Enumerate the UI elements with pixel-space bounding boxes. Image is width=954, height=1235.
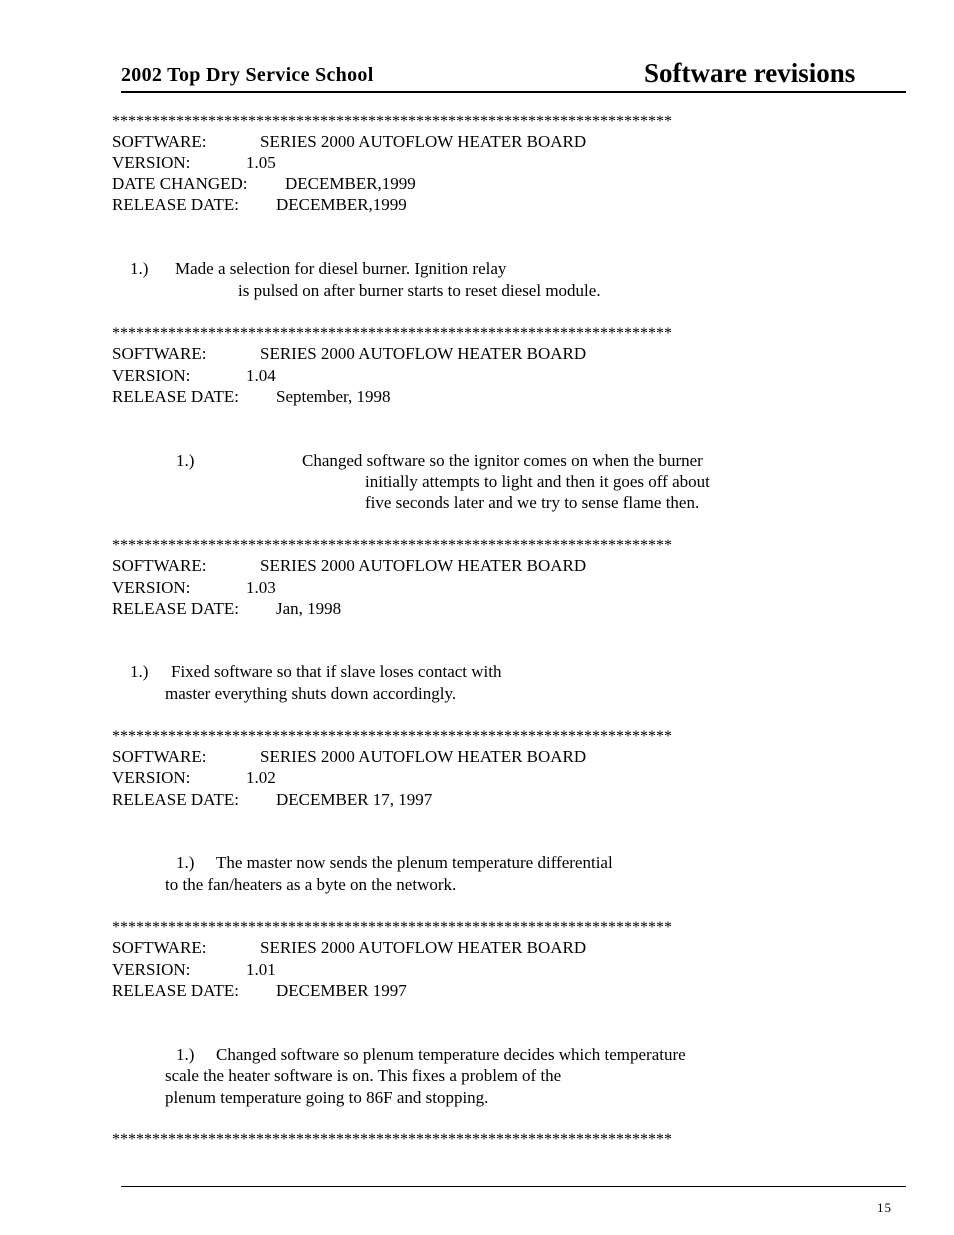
version-label: VERSION:	[112, 578, 191, 597]
item-text-line: plenum temperature going to 86F and stopping.	[165, 1088, 489, 1107]
item-text-line: The master now sends the plenum temperature differential	[216, 853, 613, 872]
release-date-label: RELEASE DATE:	[112, 599, 240, 618]
software-value: SERIES 2000 AUTOFLOW HEATER BOARD	[260, 747, 587, 766]
page-number: 15	[877, 1200, 892, 1215]
release-date-value: DECEMBER,1999	[276, 195, 407, 214]
separator: **********************************************************************	[112, 537, 672, 554]
item-text-line: is pulsed on after burner starts to reset diesel module.	[238, 281, 601, 300]
software-label: SOFTWARE:	[112, 938, 207, 957]
software-value: SERIES 2000 AUTOFLOW HEATER BOARD	[260, 938, 587, 957]
software-value: SERIES 2000 AUTOFLOW HEATER BOARD	[260, 132, 587, 151]
separator: **********************************************************************	[112, 1131, 672, 1148]
software-label: SOFTWARE:	[112, 132, 207, 151]
item-number: 1.)	[130, 259, 149, 278]
software-label: SOFTWARE:	[112, 747, 207, 766]
version-label: VERSION:	[112, 153, 191, 172]
release-date-label: RELEASE DATE:	[112, 790, 240, 809]
version-value: 1.04	[246, 366, 276, 385]
software-label: SOFTWARE:	[112, 556, 207, 575]
version-label: VERSION:	[112, 960, 191, 979]
date-changed-label: DATE CHANGED:	[112, 174, 248, 193]
separator: **********************************************************************	[112, 113, 672, 130]
item-number: 1.)	[176, 1045, 195, 1064]
header-rule	[121, 91, 906, 93]
item-text-line: Changed software so the ignitor comes on when the burner	[302, 451, 703, 470]
date-changed-value: DECEMBER,1999	[285, 174, 416, 193]
version-value: 1.03	[246, 578, 276, 597]
item-text-line: Made a selection for diesel burner. Ignition relay	[175, 259, 507, 278]
release-date-value: DECEMBER 17, 1997	[276, 790, 433, 809]
version-value: 1.02	[246, 768, 276, 787]
separator: **********************************************************************	[112, 325, 672, 342]
software-value: SERIES 2000 AUTOFLOW HEATER BOARD	[260, 556, 587, 575]
item-number: 1.)	[176, 853, 195, 872]
software-value: SERIES 2000 AUTOFLOW HEATER BOARD	[260, 344, 587, 363]
header-title: 2002 Top Dry Service School	[121, 64, 374, 86]
release-date-label: RELEASE DATE:	[112, 981, 240, 1000]
footer-rule	[121, 1186, 906, 1187]
separator: **********************************************************************	[112, 728, 672, 745]
separator: **********************************************************************	[112, 919, 672, 936]
item-text-line: initially attempts to light and then it goes off about	[365, 472, 710, 491]
version-value: 1.01	[246, 960, 276, 979]
release-date-value: DECEMBER 1997	[276, 981, 407, 1000]
item-text-line: Changed software so plenum temperature decides which temperature	[216, 1045, 686, 1064]
version-label: VERSION:	[112, 366, 191, 385]
version-value: 1.05	[246, 153, 276, 172]
release-date-value: Jan, 1998	[276, 599, 342, 618]
software-label: SOFTWARE:	[112, 344, 207, 363]
section-title: Software revisions	[644, 58, 856, 88]
release-date-label: RELEASE DATE:	[112, 195, 240, 214]
item-text-line: to the fan/heaters as a byte on the network.	[165, 875, 457, 894]
release-date-label: RELEASE DATE:	[112, 387, 240, 406]
release-date-value: September, 1998	[276, 387, 391, 406]
version-label: VERSION:	[112, 768, 191, 787]
item-text-line: five seconds later and we try to sense flame then.	[365, 493, 700, 512]
item-number: 1.)	[130, 662, 149, 681]
item-text-line: scale the heater software is on. This fixes a problem of the	[165, 1066, 562, 1085]
item-number: 1.)	[176, 451, 195, 470]
item-text-line: master everything shuts down accordingly.	[165, 684, 457, 703]
item-text-line: Fixed software so that if slave loses contact with	[171, 662, 502, 681]
